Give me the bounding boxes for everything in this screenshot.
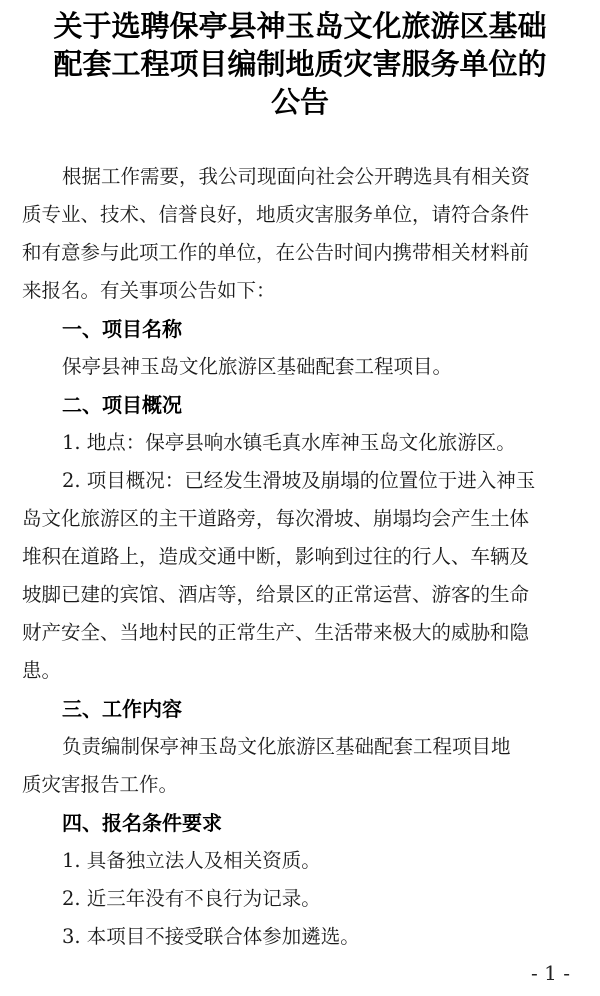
document-title-line-1: 关于选聘保亭县神玉岛文化旅游区基础	[53, 9, 547, 43]
work-content-line-2: 质灾害报告工作。	[22, 773, 179, 796]
intro-paragraph-line-4: 来报名。有关事项公告如下：	[22, 279, 276, 302]
requirement-item-2: 2. 近三年没有不良行为记录。	[62, 887, 321, 910]
requirement-item-1: 1. 具备独立法人及相关资质。	[62, 849, 321, 872]
intro-paragraph-line-3: 和有意参与此项工作的单位，在公告时间内携带相关材料前	[22, 241, 530, 264]
work-content-line-1: 负责编制保亭神玉岛文化旅游区基础配套工程项目地	[62, 735, 511, 758]
document-title-line-2: 配套工程项目编制地质灾害服务单位的	[53, 47, 547, 81]
section-heading-project-overview: 二、项目概况	[62, 393, 182, 417]
overview-description-line-5: 财产安全、当地村民的正常生产、生活带来极大的威胁和隐	[22, 621, 530, 644]
project-name-text: 保亭县神玉岛文化旅游区基础配套工程项目。	[62, 355, 453, 378]
requirement-item-3: 3. 本项目不接受联合体参加遴选。	[62, 925, 360, 948]
intro-paragraph-line-1: 根据工作需要，我公司现面向社会公开聘选具有相关资	[62, 165, 531, 188]
overview-description-line-3: 堆积在道路上，造成交通中断，影响到过往的行人、车辆及	[22, 545, 530, 568]
overview-description-line-2: 岛文化旅游区的主干道路旁，每次滑坡、崩塌均会产生土体	[22, 507, 530, 530]
section-heading-project-name: 一、项目名称	[62, 317, 182, 341]
page-number: - 1 -	[531, 961, 570, 985]
overview-location-item: 1. 地点：保亭县响水镇毛真水库神玉岛文化旅游区。	[62, 431, 516, 454]
overview-description-line-6: 患。	[22, 659, 62, 682]
section-heading-requirements: 四、报名条件要求	[62, 811, 222, 835]
intro-paragraph-line-2: 质专业、技术、信誉良好，地质灾害服务单位，请符合条件	[22, 203, 530, 226]
overview-description-line-4: 坡脚已建的宾馆、酒店等，给景区的正常运营、游客的生命	[22, 583, 530, 606]
section-heading-work-content: 三、工作内容	[62, 697, 182, 721]
overview-description-line-1: 2. 项目概况：已经发生滑坡及崩塌的位置位于进入神玉	[62, 469, 536, 492]
document-title-line-3: 公告	[270, 85, 329, 119]
